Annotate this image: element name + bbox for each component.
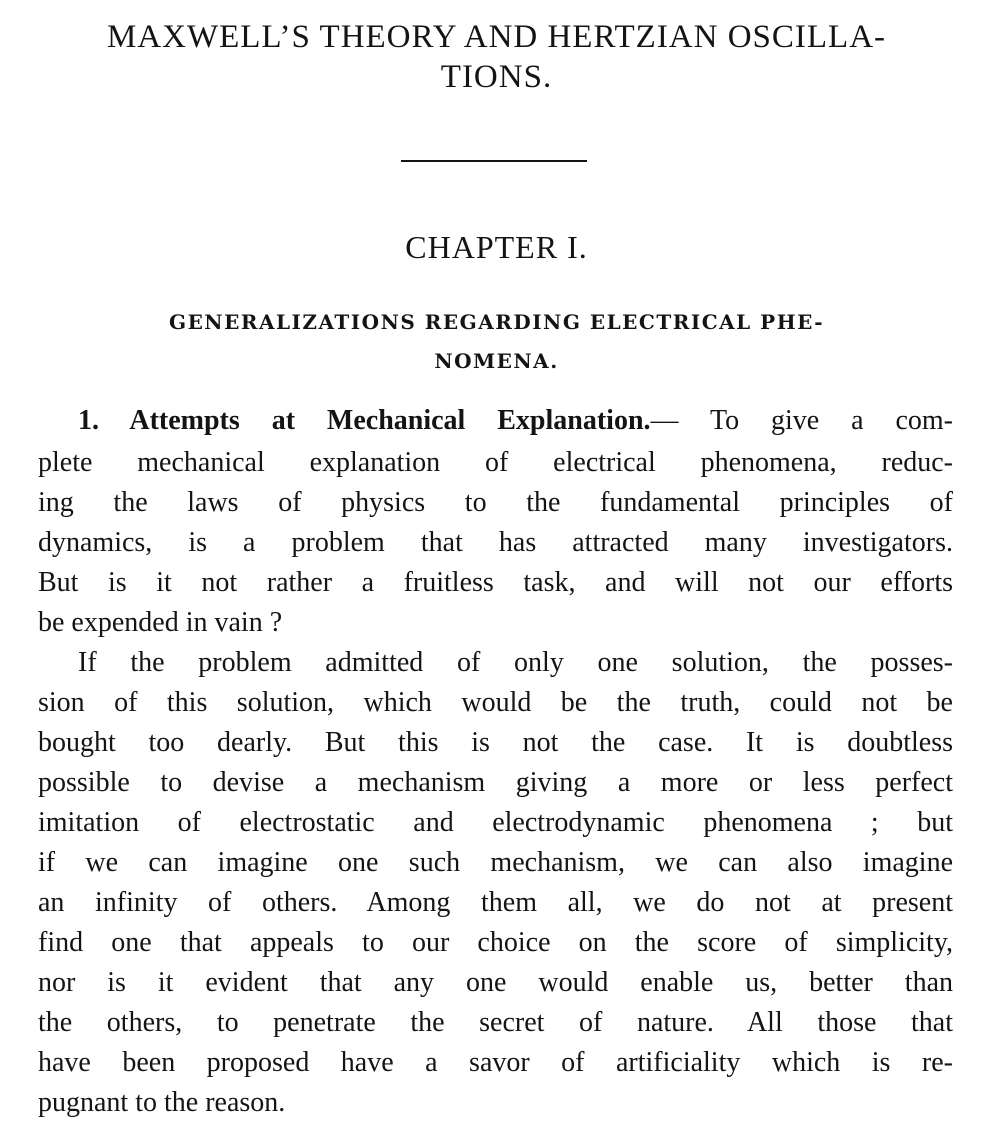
- paragraph-2-line-10: the others, to penetrate the secret of nature. All those that: [38, 1007, 953, 1038]
- paragraph-2-line-12: pugnant to the reason.: [38, 1087, 286, 1118]
- paragraph-2-line-9: nor is it evident that any one would enable us, better than: [38, 967, 953, 998]
- paragraph-1-line-2: plete mechanical explanation of electrical phenomena, reduc-: [38, 447, 953, 478]
- paragraph-2-line-7: an infinity of others. Among them all, we do not at present: [38, 887, 953, 918]
- paragraph-1-line-5: But is it not rather a fruitless task, and will not our efforts: [38, 567, 953, 598]
- paragraph-1-text: To give a com-: [709, 405, 953, 436]
- paragraph-1-line-4: dynamics, is a problem that has attracted many investigators.: [38, 527, 953, 558]
- paragraph-2-line-1: If the problem admitted of only one solution, the posses-: [78, 647, 953, 678]
- paragraph-1-line-6: be expended in vain ?: [38, 607, 283, 638]
- chapter-heading: CHAPTER I.: [405, 229, 588, 265]
- paragraph-2-line-8: find one that appeals to our choice on the score of simplicity,: [38, 927, 953, 958]
- section-heading: 1. Attempts at Mechanical Explanation.: [78, 405, 651, 436]
- paragraph-1-line-1: [78, 404, 953, 438]
- section-dash: —: [650, 405, 679, 436]
- paragraph-2-line-2: sion of this solution, which would be the truth, could not be: [38, 687, 953, 718]
- paragraph-2-line-6: if we can imagine one such mechanism, we can also imagine: [38, 847, 953, 878]
- book-title-line-1: MAXWELL’S THEORY AND HERTZIAN OSCILLA-: [106, 19, 887, 55]
- book-title-line-2: TIONS.: [440, 59, 553, 95]
- title-divider: [401, 160, 587, 162]
- paragraph-2-line-4: possible to devise a mechanism giving a more or less perfect: [38, 767, 953, 798]
- paragraph-2-line-11: have been proposed have a savor of artificiality which is re-: [38, 1047, 953, 1078]
- paragraph-2-line-5: imitation of electrostatic and electrodynamic phenomena ; but: [38, 807, 953, 838]
- chapter-subheading-line-1: GENERALIZATIONS REGARDING ELECTRICAL PHE-: [168, 310, 825, 334]
- chapter-subheading-line-2: NOMENA.: [434, 349, 559, 373]
- paragraph-2-line-3: bought too dearly. But this is not the case. It is doubtless: [38, 727, 953, 758]
- paragraph-1-line-3: ing the laws of physics to the fundamental principles of: [38, 487, 953, 518]
